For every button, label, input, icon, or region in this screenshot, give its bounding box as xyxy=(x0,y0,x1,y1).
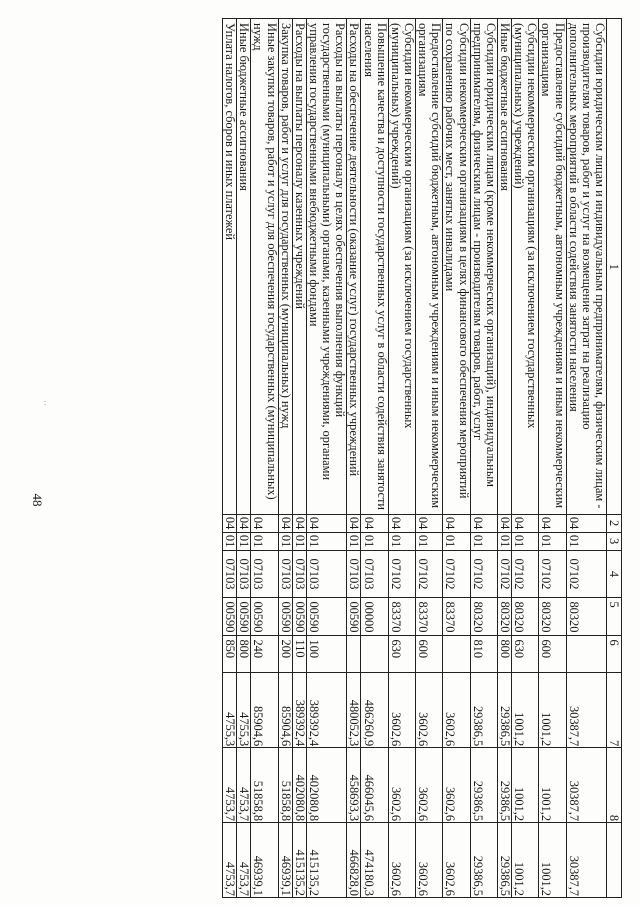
row-value-cell: 29386,5 xyxy=(497,823,511,898)
table-row xyxy=(223,19,237,898)
row-value-cell: 4755,3 xyxy=(223,673,237,748)
row-value-cell: 04 xyxy=(512,514,539,532)
row-value-cell: 474180,3 xyxy=(361,823,388,898)
header-cell: 3 xyxy=(607,532,622,550)
row-value-cell: 3602,6 xyxy=(443,823,470,898)
row-value-cell: 00590 xyxy=(292,598,306,636)
row-value-cell: 04 xyxy=(443,514,470,532)
row-name-cell: Субсидии юридическим лицам и индивидуальным предпринимателям, физическим лицам - производителям товаров, работ и услуг на возмещение затрат на реализацию дополнительных мероприятий в области содействия занятости населения xyxy=(566,19,606,515)
row-value-cell: 01 xyxy=(306,532,346,550)
row-value-cell: 07103 xyxy=(292,550,306,598)
row-value-cell: 01 xyxy=(443,532,470,550)
row-value-cell: 100 xyxy=(306,636,346,673)
row-value-cell: 04 xyxy=(223,514,237,532)
row-value-cell: 00590 xyxy=(251,598,278,636)
row-value-cell: 1001,2 xyxy=(512,823,539,898)
row-name-cell: Иные бюджетные ассигнования xyxy=(497,19,511,515)
row-value-cell: 07103 xyxy=(347,550,361,598)
row-value-cell: 01 xyxy=(388,532,415,550)
table-row xyxy=(539,19,566,898)
row-value-cell: 600 xyxy=(539,636,566,673)
row-value-cell: 1001,2 xyxy=(539,673,566,748)
table-row xyxy=(251,19,278,898)
row-name-cell: Иные бюджетные ассигнования xyxy=(237,19,251,515)
row-value-cell: 01 xyxy=(278,532,292,550)
row-value-cell: 630 xyxy=(388,636,415,673)
header-cell xyxy=(607,823,622,898)
row-name-cell: Субсидии некоммерческим организациям (за исключением государственных (муниципальных) учреждений) xyxy=(512,19,539,515)
row-value-cell xyxy=(566,636,606,673)
header-cell: 7 xyxy=(607,673,622,748)
row-value-cell: 4753,7 xyxy=(237,748,251,823)
row-name-cell: Иные закупки товаров, работ и услуг для обеспечения государственных (муниципальных) нужд xyxy=(251,19,278,515)
header-cell: 1 xyxy=(607,19,622,515)
budget-table xyxy=(222,18,622,898)
row-value-cell: 80320 xyxy=(512,598,539,636)
row-value-cell: 480052,3 xyxy=(347,673,361,748)
table-row xyxy=(470,19,497,898)
row-value-cell: 80320 xyxy=(539,598,566,636)
row-value-cell: 415135,2 xyxy=(292,823,306,898)
row-value-cell: 01 xyxy=(361,532,388,550)
row-value-cell: 07102 xyxy=(416,550,443,598)
row-value-cell: 46939,1 xyxy=(251,823,278,898)
row-value-cell: 85904,6 xyxy=(251,673,278,748)
row-value-cell: 3602,6 xyxy=(388,748,415,823)
row-value-cell: 4753,7 xyxy=(223,748,237,823)
row-name-cell: Расходы на обеспечение деятельности (оказание услуг) государственных учреждений xyxy=(347,19,361,515)
row-name-cell: Предоставление субсидий бюджетным, автономным учреждениям и иным некоммерческим организациям xyxy=(539,19,566,515)
row-value-cell: 01 xyxy=(566,532,606,550)
row-value-cell: 1001,2 xyxy=(539,748,566,823)
row-value-cell: 04 xyxy=(416,514,443,532)
row-value-cell: 07103 xyxy=(237,550,251,598)
table-row xyxy=(361,19,388,898)
scan-artifact: · · xyxy=(40,400,50,406)
row-value-cell: 415135,2 xyxy=(306,823,346,898)
row-value-cell: 07102 xyxy=(566,550,606,598)
row-value-cell: 07103 xyxy=(361,550,388,598)
table-row xyxy=(347,19,361,898)
row-value-cell: 3602,6 xyxy=(416,748,443,823)
row-value-cell: 83370 xyxy=(416,598,443,636)
row-value-cell: 1001,2 xyxy=(512,748,539,823)
row-name-cell: Субсидии юридическим лицам (кроме некоммерческих организаций), индивидуальным предпринимателям, физическим лицам - производителям товаров, работ, услуг xyxy=(470,19,497,515)
row-value-cell: 389392,4 xyxy=(306,673,346,748)
row-value-cell: 04 xyxy=(361,514,388,532)
row-value-cell: 3602,6 xyxy=(443,748,470,823)
row-name-cell: Субсидии некоммерческим организациям (за исключением государственных (муниципальных) учреждений) xyxy=(388,19,415,515)
row-value-cell: 01 xyxy=(237,532,251,550)
row-value-cell xyxy=(361,636,388,673)
table-row xyxy=(237,19,251,898)
row-value-cell: 07103 xyxy=(223,550,237,598)
table-row xyxy=(497,19,511,898)
row-value-cell: 00590 xyxy=(347,598,361,636)
row-value-cell: 01 xyxy=(251,532,278,550)
row-value-cell: 240 xyxy=(251,636,278,673)
row-value-cell: 4753,7 xyxy=(237,823,251,898)
table-row xyxy=(443,19,470,898)
row-value-cell: 600 xyxy=(416,636,443,673)
row-value-cell: 04 xyxy=(251,514,278,532)
row-value-cell: 00590 xyxy=(306,598,346,636)
header-cell: 6 xyxy=(607,636,622,673)
row-value-cell: 80320 xyxy=(470,598,497,636)
header-cell: 5 xyxy=(607,598,622,636)
row-value-cell: 04 xyxy=(497,514,511,532)
row-value-cell: 00000 xyxy=(361,598,388,636)
row-value-cell: 29386,5 xyxy=(497,673,511,748)
row-value-cell: 04 xyxy=(470,514,497,532)
row-value-cell: 80320 xyxy=(566,598,606,636)
row-value-cell: 85904,6 xyxy=(278,673,292,748)
header-cell: 8 xyxy=(607,748,622,823)
row-value-cell: 389392,4 xyxy=(292,673,306,748)
header-cell: 2 xyxy=(607,514,622,532)
row-value-cell: 04 xyxy=(566,514,606,532)
page-number: 48 xyxy=(30,493,45,507)
row-value-cell: 850 xyxy=(223,636,237,673)
row-value-cell: 3602,6 xyxy=(388,673,415,748)
row-value-cell: 110 xyxy=(292,636,306,673)
row-value-cell: 30387,7 xyxy=(566,823,606,898)
table-header-row xyxy=(607,19,622,898)
row-value-cell: 07102 xyxy=(443,550,470,598)
header-cell: 4 xyxy=(607,550,622,598)
row-value-cell: 29386,5 xyxy=(497,748,511,823)
row-value-cell: 04 xyxy=(306,514,346,532)
row-value-cell: 07102 xyxy=(539,550,566,598)
row-value-cell: 00590 xyxy=(237,598,251,636)
row-value-cell: 04 xyxy=(237,514,251,532)
row-value-cell: 800 xyxy=(237,636,251,673)
row-name-cell: Расходы на выплаты персоналу в целях обеспечения выполнения функций государственными (муниципальными) органами, казенными учреждениями, органами управления государственными внебюджетными фондами xyxy=(306,19,346,515)
table-row xyxy=(278,19,292,898)
row-value-cell: 810 xyxy=(470,636,497,673)
row-name-cell: Закупка товаров, работ и услуг для государственных (муниципальных) нужд xyxy=(278,19,292,515)
row-value-cell: 200 xyxy=(278,636,292,673)
row-value-cell: 04 xyxy=(539,514,566,532)
row-value-cell: 01 xyxy=(539,532,566,550)
row-value-cell: 83370 xyxy=(388,598,415,636)
row-value-cell: 4755,3 xyxy=(237,673,251,748)
row-value-cell: 30387,7 xyxy=(566,748,606,823)
row-value-cell: 51858,8 xyxy=(278,748,292,823)
table-row xyxy=(292,19,306,898)
row-name-cell: Уплата налогов, сборов и иных платежей xyxy=(223,19,237,515)
row-name-cell: Субсидии некоммерческим организациям в целях финансового обеспечения мероприятий по сохранению рабочих мест, занятых инвалидами xyxy=(443,19,470,515)
row-value-cell: 30387,7 xyxy=(566,673,606,748)
row-value-cell: 04 xyxy=(278,514,292,532)
row-value-cell: 80320 xyxy=(497,598,511,636)
row-value-cell: 83370 xyxy=(443,598,470,636)
row-value-cell: 01 xyxy=(512,532,539,550)
row-value-cell: 01 xyxy=(292,532,306,550)
table-row xyxy=(306,19,346,898)
row-value-cell: 3602,6 xyxy=(388,823,415,898)
row-value-cell: 07103 xyxy=(306,550,346,598)
row-value-cell: 458693,3 xyxy=(347,748,361,823)
row-name-cell: Расходы на выплаты персоналу казенных учреждений xyxy=(292,19,306,515)
row-value-cell: 3602,6 xyxy=(416,673,443,748)
row-value-cell: 07102 xyxy=(497,550,511,598)
row-value-cell: 07102 xyxy=(512,550,539,598)
row-value-cell: 3602,6 xyxy=(416,823,443,898)
row-value-cell: 29386,5 xyxy=(470,673,497,748)
row-value-cell: 04 xyxy=(292,514,306,532)
row-value-cell: 46939,1 xyxy=(278,823,292,898)
row-value-cell: 07102 xyxy=(388,550,415,598)
row-value-cell: 51858,8 xyxy=(251,748,278,823)
row-value-cell xyxy=(347,636,361,673)
row-value-cell: 29386,5 xyxy=(470,748,497,823)
row-value-cell: 402080,8 xyxy=(306,748,346,823)
row-value-cell: 01 xyxy=(416,532,443,550)
row-value-cell: 630 xyxy=(512,636,539,673)
table-row xyxy=(512,19,539,898)
table-row xyxy=(416,19,443,898)
row-value-cell: 1001,2 xyxy=(512,673,539,748)
table-row xyxy=(388,19,415,898)
row-value-cell: 01 xyxy=(347,532,361,550)
row-value-cell: 07103 xyxy=(278,550,292,598)
row-value-cell: 01 xyxy=(497,532,511,550)
row-value-cell: 3602,6 xyxy=(443,673,470,748)
row-value-cell: 04 xyxy=(347,514,361,532)
row-value-cell: 466828,0 xyxy=(347,823,361,898)
row-value-cell: 04 xyxy=(388,514,415,532)
row-value-cell: 01 xyxy=(470,532,497,550)
row-value-cell: 800 xyxy=(497,636,511,673)
row-value-cell: 00590 xyxy=(278,598,292,636)
table-row xyxy=(566,19,606,898)
row-name-cell: Предоставление субсидий бюджетным, автономным учреждениям и иным некоммерческим организациям xyxy=(416,19,443,515)
row-value-cell: 29386,5 xyxy=(470,823,497,898)
row-value-cell: 486260,9 xyxy=(361,673,388,748)
row-value-cell: 07103 xyxy=(251,550,278,598)
row-value-cell: 402080,8 xyxy=(292,748,306,823)
row-value-cell: 4753,7 xyxy=(223,823,237,898)
row-value-cell: 01 xyxy=(223,532,237,550)
row-value-cell xyxy=(443,636,470,673)
row-value-cell: 07102 xyxy=(470,550,497,598)
row-name-cell: Повышение качества и доступности государственных услуг в области содействия занятости населения xyxy=(361,19,388,515)
row-value-cell: 00590 xyxy=(223,598,237,636)
row-value-cell: 466045,6 xyxy=(361,748,388,823)
row-value-cell: 1001,2 xyxy=(539,823,566,898)
